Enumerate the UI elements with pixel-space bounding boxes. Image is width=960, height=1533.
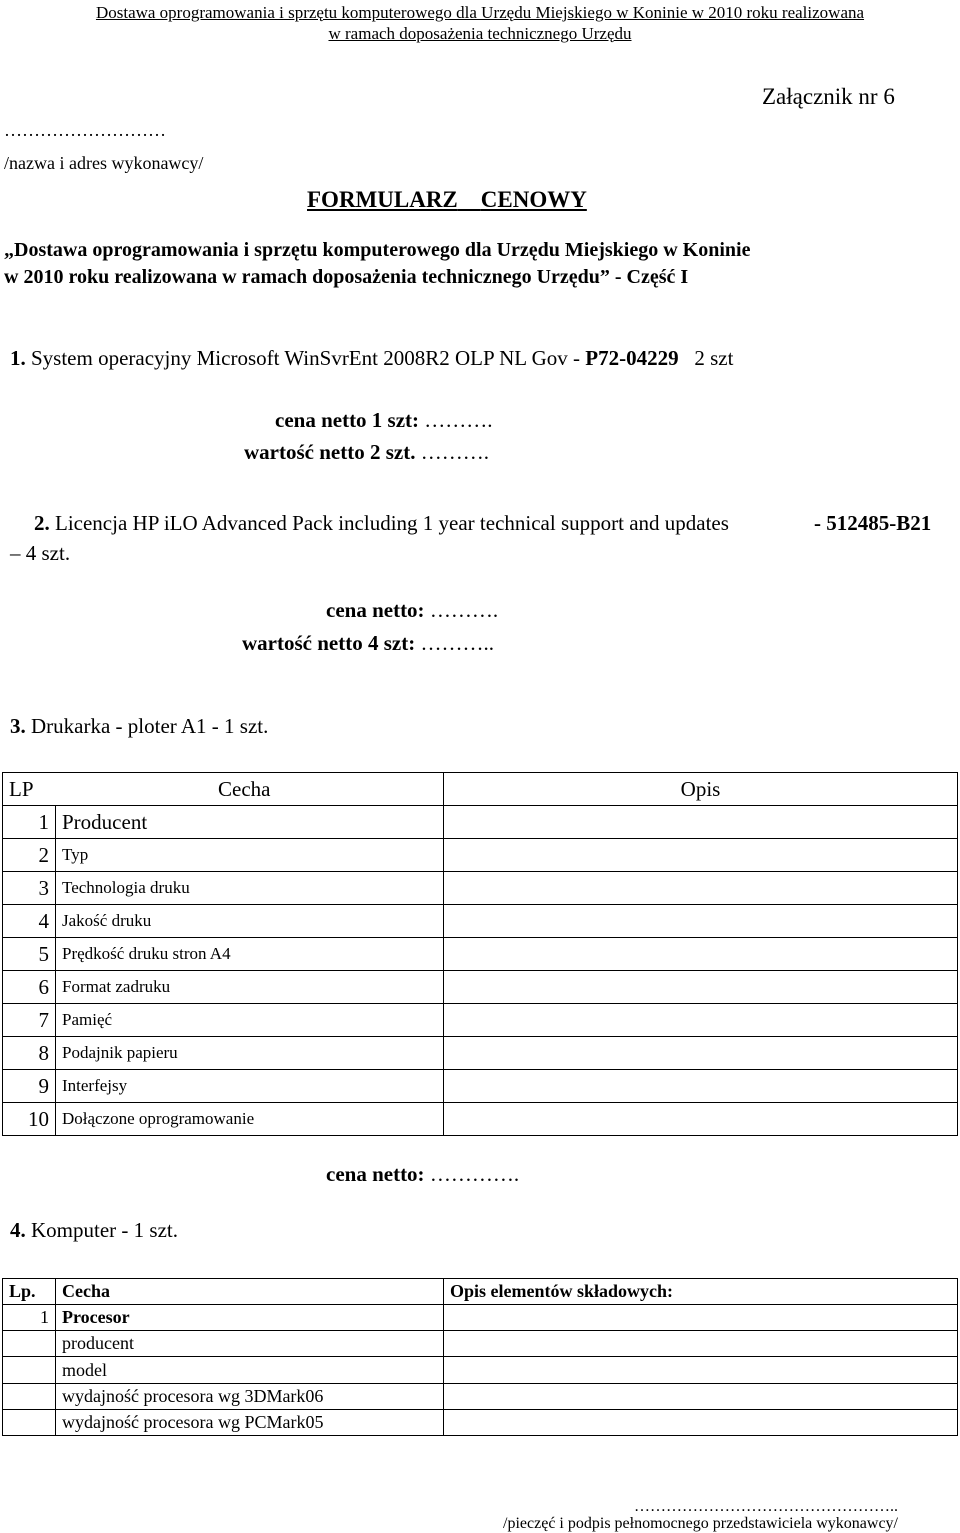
row-cecha: Interfejsy xyxy=(56,1070,444,1103)
item3-price-line xyxy=(326,1162,519,1187)
row-cecha: Typ xyxy=(56,839,444,872)
item1-qty: 2 szt xyxy=(694,346,734,370)
row-opis-cell[interactable] xyxy=(444,1103,958,1136)
row-cecha: Procesor xyxy=(56,1305,444,1331)
table-header-row xyxy=(3,773,958,806)
page-header-line1: Dostawa oprogramowania i sprzętu komputerowego dla Urzędu Miejskiego w Koninie w 2010 roku realizowana xyxy=(95,3,865,22)
signature-dots: ………………………………………….. xyxy=(634,1498,898,1515)
row-opis-cell[interactable] xyxy=(444,938,958,971)
table-row xyxy=(3,1070,958,1103)
table-row xyxy=(3,1409,958,1435)
row-opis-cell[interactable] xyxy=(444,1305,958,1331)
item3-price-label: cena netto: xyxy=(326,1162,425,1186)
item3-price-dots: …………. xyxy=(429,1162,520,1186)
row-cecha: Pamięć xyxy=(56,1004,444,1037)
row-cecha: Prędkość druku stron A4 xyxy=(56,938,444,971)
table-row xyxy=(3,1357,958,1383)
row-cecha: wydajność procesora wg 3DMark06 xyxy=(56,1383,444,1409)
table-row xyxy=(3,1383,958,1409)
table-row xyxy=(3,1331,958,1357)
item3-number: 3. xyxy=(10,714,26,738)
row-lp: 2 xyxy=(3,839,56,872)
row-opis-cell[interactable] xyxy=(444,806,958,839)
row-lp: 1 xyxy=(3,1305,56,1331)
item3-line xyxy=(10,714,268,739)
row-cecha: Jakość druku xyxy=(56,905,444,938)
attachment-label: Załącznik nr 6 xyxy=(762,84,895,109)
row-cecha: wydajność procesora wg PCMark05 xyxy=(56,1409,444,1435)
item1-text: System operacyjny Microsoft WinSvrEnt 2008R2 OLP NL Gov - xyxy=(31,346,580,370)
table-row xyxy=(3,872,958,905)
header-cecha: Cecha xyxy=(56,1279,444,1305)
item1-value-dots: ………. xyxy=(420,440,489,464)
row-opis-cell[interactable] xyxy=(444,1070,958,1103)
item2-value-label: wartość netto 4 szt: xyxy=(242,631,416,655)
item3-text: Drukarka - ploter A1 - 1 szt. xyxy=(31,714,269,738)
table-row xyxy=(3,839,958,872)
item1-price-line xyxy=(275,408,493,433)
row-cecha: Format zadruku xyxy=(56,971,444,1004)
item2-value-line xyxy=(242,631,494,656)
header-lp: Lp. xyxy=(3,1279,56,1305)
header-opis: Opis elementów składowych: xyxy=(444,1279,958,1305)
row-lp: 4 xyxy=(3,905,56,938)
printer-spec-table xyxy=(2,772,958,1136)
table-row xyxy=(3,971,958,1004)
table-row xyxy=(3,1037,958,1070)
row-lp: 7 xyxy=(3,1004,56,1037)
form-title xyxy=(307,187,587,213)
table-row xyxy=(3,905,958,938)
item4-text: Komputer - 1 szt. xyxy=(31,1218,178,1242)
item2-line xyxy=(34,511,729,536)
item1-code: P72-04229 xyxy=(585,346,679,370)
item4-number: 4. xyxy=(10,1218,26,1242)
table-row xyxy=(3,806,958,839)
row-opis-cell[interactable] xyxy=(444,1357,958,1383)
form-title-word2: CENOWY xyxy=(480,187,587,212)
row-lp xyxy=(3,1383,56,1409)
row-opis-cell[interactable] xyxy=(444,839,958,872)
subject-line1: „Dostawa oprogramowania i sprzętu komputerowego dla Urzędu Miejskiego w Koninie xyxy=(4,239,751,261)
table-header-row xyxy=(3,1279,958,1305)
item1-price-dots: ………. xyxy=(424,408,493,432)
header-opis: Opis xyxy=(444,773,958,806)
item2-value-dots: ……….. xyxy=(420,631,494,655)
header-lp-cecha-cell xyxy=(3,773,444,806)
row-opis-cell[interactable] xyxy=(444,1331,958,1357)
signature-label: /pieczęć i podpis pełnomocnego przedstawiciela wykonawcy/ xyxy=(503,1515,898,1532)
row-cecha: producent xyxy=(56,1331,444,1357)
row-lp: 3 xyxy=(3,872,56,905)
row-lp: 1 xyxy=(3,806,56,839)
computer-spec-table xyxy=(2,1278,958,1436)
row-cecha: Technologia druku xyxy=(56,872,444,905)
row-lp: 6 xyxy=(3,971,56,1004)
row-opis-cell[interactable] xyxy=(444,1409,958,1435)
item1-price-label: cena netto 1 szt: xyxy=(275,408,420,432)
item2-code: - 512485-B21 xyxy=(814,511,932,535)
item1-value-label: wartość netto 2 szt. xyxy=(244,440,416,464)
row-opis-cell[interactable] xyxy=(444,872,958,905)
row-opis-cell[interactable] xyxy=(444,1004,958,1037)
item2-price-dots: ………. xyxy=(429,598,499,622)
subject-line2: w 2010 roku realizowana w ramach doposażenia technicznego Urzędu” - Część I xyxy=(4,266,689,288)
row-opis-cell[interactable] xyxy=(444,1383,958,1409)
contractor-dots: ……………………… xyxy=(4,120,166,140)
row-lp xyxy=(3,1331,56,1357)
row-cecha: model xyxy=(56,1357,444,1383)
item2-price-line xyxy=(326,598,498,623)
item1-number: 1. xyxy=(10,346,26,370)
row-opis-cell[interactable] xyxy=(444,971,958,1004)
row-cecha: Podajnik papieru xyxy=(56,1037,444,1070)
row-lp xyxy=(3,1409,56,1435)
row-cecha: Producent xyxy=(56,806,444,839)
item1-line xyxy=(10,346,733,371)
table-row xyxy=(3,1305,958,1331)
item2-price-label: cena netto: xyxy=(326,598,425,622)
item2-qty: – 4 szt. xyxy=(10,541,71,565)
item2-text: Licencja HP iLO Advanced Pack including 1 year technical support and updates xyxy=(55,511,729,535)
form-title-word1: FORMULARZ xyxy=(307,187,458,212)
row-lp: 9 xyxy=(3,1070,56,1103)
table-row xyxy=(3,1103,958,1136)
row-lp: 5 xyxy=(3,938,56,971)
row-opis-cell[interactable] xyxy=(444,905,958,938)
table-row xyxy=(3,938,958,971)
row-lp: 10 xyxy=(3,1103,56,1136)
item1-value-line xyxy=(244,440,489,465)
row-opis-cell[interactable] xyxy=(444,1037,958,1070)
row-cecha: Dołączone oprogramowanie xyxy=(56,1103,444,1136)
contractor-label: /nazwa i adres wykonawcy/ xyxy=(4,153,204,173)
header-cecha: Cecha xyxy=(218,776,271,801)
header-lp: LP xyxy=(9,776,34,801)
item2-number: 2. xyxy=(34,511,50,535)
table-row xyxy=(3,1004,958,1037)
row-lp: 8 xyxy=(3,1037,56,1070)
item4-line xyxy=(10,1218,178,1243)
page-header-line2: w ramach doposażenia technicznego Urzędu xyxy=(328,24,632,43)
row-lp xyxy=(3,1357,56,1383)
